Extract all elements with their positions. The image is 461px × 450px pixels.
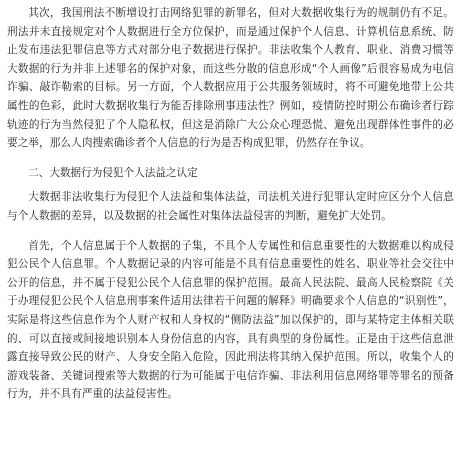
paragraph-section-intro: 大数据非法收集行为侵犯个人法益和集体法益，司法机关进行犯罪认定时应区分个人信息与个人数据的差异，以及数据的社会属性对集体法益侵害的判断，避免扩大处罚。 (7, 191, 454, 222)
paragraph-criminal-law-gaps: 其次，我国刑法不断增设打击网络犯罪的新罪名，但对大数据收集行为的规制仍有不足。刑法并未直接规定对个人数据进行全方位保护，而是通过保护个人信息、计算机信息系统、防止发布违法犯罪信息等方式对部分电子数据进行保护。非法收集个人教育、职业、消费习惯等大数据的行为并非上述罪名的保护对象，而这些分散的信息形成“个人画像”后很容易成为电信诈骗、敲诈勒索的目标。另一方面，个人数据应用于公共服务领域时，将不可避免地带上公共属性的色彩，此时大数据收集行为能否排除刑事违法性？例如，疫情防控时期公布确诊者行踪轨迹的行为当然侵犯了个人隐私权，但这是消除广大公众心理恐慌、避免出现群体性事件的必要之举，那么人肉搜索确诊者个人信息的行为是否构成犯罪，仍然存在争议。 (7, 7, 454, 150)
section-heading: 二、大数据行为侵犯个人法益之认定 (28, 166, 198, 179)
paragraph-personal-information: 首先，个人信息属于个人数据的子集，不具个人专属性和信息重要性的大数据难以构成侵犯公民个人信息罪。个人数据记录的内容可能是不具有信息重要性的姓名、职业等社会交往中公开的信息，并不属于侵犯公民个人信息罪的保护范围。最高人民法院、最高人民检察院《关于办理侵犯公民个人信息刑事案件适用法律若干问题的解释》明确要求个人信息的“识别性”，实际是将这些信息作为个人财产权和人身权的“侧防法益”加以保护的，即与某特定主体相关联的、可以直接或间接地识别本人身份信息的内容，具有典型的身份属性。正是由于这些信息泄露直接导致公民的财产、人身安全陷入危险，因此刑法将其纳入保护范围。所以，收集个人的游戏装备、关键词搜索等大数据的行为可能属于电信诈骗、非法利用信息网络罪等罪名的预备行为，并不具有严重的法益侵害性。 (7, 239, 454, 401)
